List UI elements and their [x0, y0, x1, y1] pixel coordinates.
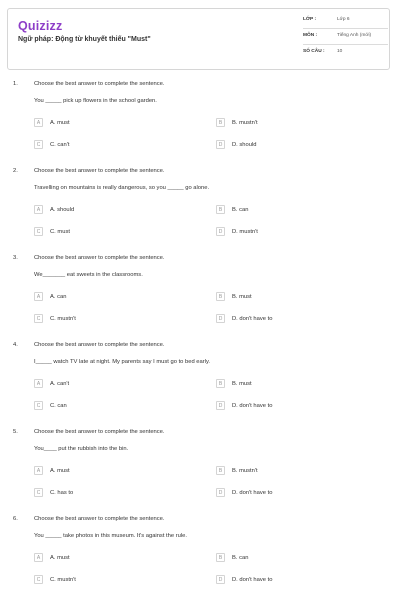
meta-row-count — [303, 45, 388, 61]
option-text: D. don't have to — [232, 402, 273, 409]
option-text: C. has to — [50, 489, 74, 496]
meta-value: 10 — [337, 49, 343, 54]
option-letter-box: B — [216, 379, 225, 388]
question-3 — [0, 255, 400, 341]
option-text: B. can — [232, 554, 249, 561]
question-instruction: Choose the best answer to complete the sentence. — [34, 255, 165, 261]
meta-value: Tiếng Anh (mới) — [337, 33, 372, 38]
question-1 — [0, 81, 400, 167]
question-sentence: You____ put the rubbish into the bin. — [34, 446, 129, 452]
option-letter-box: C — [34, 401, 43, 410]
question-number: 5. — [13, 429, 18, 435]
option-letter-box: B — [216, 553, 225, 562]
question-2 — [0, 168, 400, 254]
option-text: A. must — [50, 467, 70, 474]
question-sentence: We_______ eat sweets in the classrooms. — [34, 272, 143, 278]
option-text: A. should — [50, 206, 75, 213]
option-text: D. mustn't — [232, 228, 258, 235]
worksheet-header — [7, 8, 390, 70]
option-letter-box: A — [34, 553, 43, 562]
option-letter-box: C — [34, 314, 43, 323]
option-letter-box: C — [34, 227, 43, 236]
option-letter-box: D — [216, 401, 225, 410]
question-6 — [0, 516, 400, 602]
worksheet-title: Ngữ pháp: Động từ khuyết thiếu "Must" — [18, 36, 151, 43]
option-letter-box: B — [216, 466, 225, 475]
meta-row-subject — [303, 29, 388, 45]
option-letter-box: D — [216, 140, 225, 149]
option-text: A. must — [50, 554, 70, 561]
option-letter-box: A — [34, 466, 43, 475]
option-text: D. don't have to — [232, 315, 273, 322]
option-letter-box: A — [34, 292, 43, 301]
option-letter-box: B — [216, 292, 225, 301]
question-5 — [0, 429, 400, 515]
question-4 — [0, 342, 400, 428]
option-text: C. mustn't — [50, 315, 76, 322]
question-instruction: Choose the best answer to complete the sentence. — [34, 516, 165, 522]
question-number: 4. — [13, 342, 18, 348]
option-text: C. must — [50, 228, 70, 235]
meta-value: Lớp 6 — [337, 17, 350, 22]
question-sentence: I_____ watch TV late at night. My parents say I must go to bed early. — [34, 359, 211, 365]
quizizz-logo: Quizizz — [18, 19, 63, 33]
question-number: 3. — [13, 255, 18, 261]
option-text: D. don't have to — [232, 576, 273, 583]
question-number: 1. — [13, 81, 18, 87]
option-text: B. must — [232, 293, 252, 300]
option-text: D. don't have to — [232, 489, 273, 496]
question-instruction: Choose the best answer to complete the sentence. — [34, 342, 165, 348]
option-letter-box: D — [216, 575, 225, 584]
meta-row-class — [303, 13, 388, 29]
option-letter-box: C — [34, 575, 43, 584]
question-sentence: You _____ pick up flowers in the school garden. — [34, 98, 157, 104]
option-letter-box: D — [216, 227, 225, 236]
option-text: A. can't — [50, 380, 70, 387]
option-text: A. can — [50, 293, 67, 300]
meta-label: MÔN : — [303, 33, 318, 38]
option-text: C. mustn't — [50, 576, 76, 583]
meta-label: LỚP : — [303, 17, 317, 22]
option-letter-box: D — [216, 314, 225, 323]
option-letter-box: D — [216, 488, 225, 497]
option-text: C. can — [50, 402, 67, 409]
meta-label: SỐ CÂU : — [303, 49, 325, 54]
option-letter-box: B — [216, 118, 225, 127]
question-number: 2. — [13, 168, 18, 174]
question-instruction: Choose the best answer to complete the sentence. — [34, 81, 165, 87]
option-text: D. should — [232, 141, 257, 148]
option-text: B. mustn't — [232, 119, 258, 126]
option-letter-box: B — [216, 205, 225, 214]
option-text: B. must — [232, 380, 252, 387]
option-text: A. must — [50, 119, 70, 126]
option-letter-box: A — [34, 379, 43, 388]
option-text: B. can — [232, 206, 249, 213]
question-instruction: Choose the best answer to complete the sentence. — [34, 429, 165, 435]
question-sentence: Travelling on mountains is really dangerous, so you _____ go alone. — [34, 185, 210, 191]
question-number: 6. — [13, 516, 18, 522]
question-sentence: You _____ take photos in this museum. It's against the rule. — [34, 533, 187, 539]
option-letter-box: C — [34, 140, 43, 149]
option-text: B. mustn't — [232, 467, 258, 474]
option-letter-box: A — [34, 118, 43, 127]
option-letter-box: C — [34, 488, 43, 497]
option-text: C. can't — [50, 141, 70, 148]
question-instruction: Choose the best answer to complete the sentence. — [34, 168, 165, 174]
option-letter-box: A — [34, 205, 43, 214]
